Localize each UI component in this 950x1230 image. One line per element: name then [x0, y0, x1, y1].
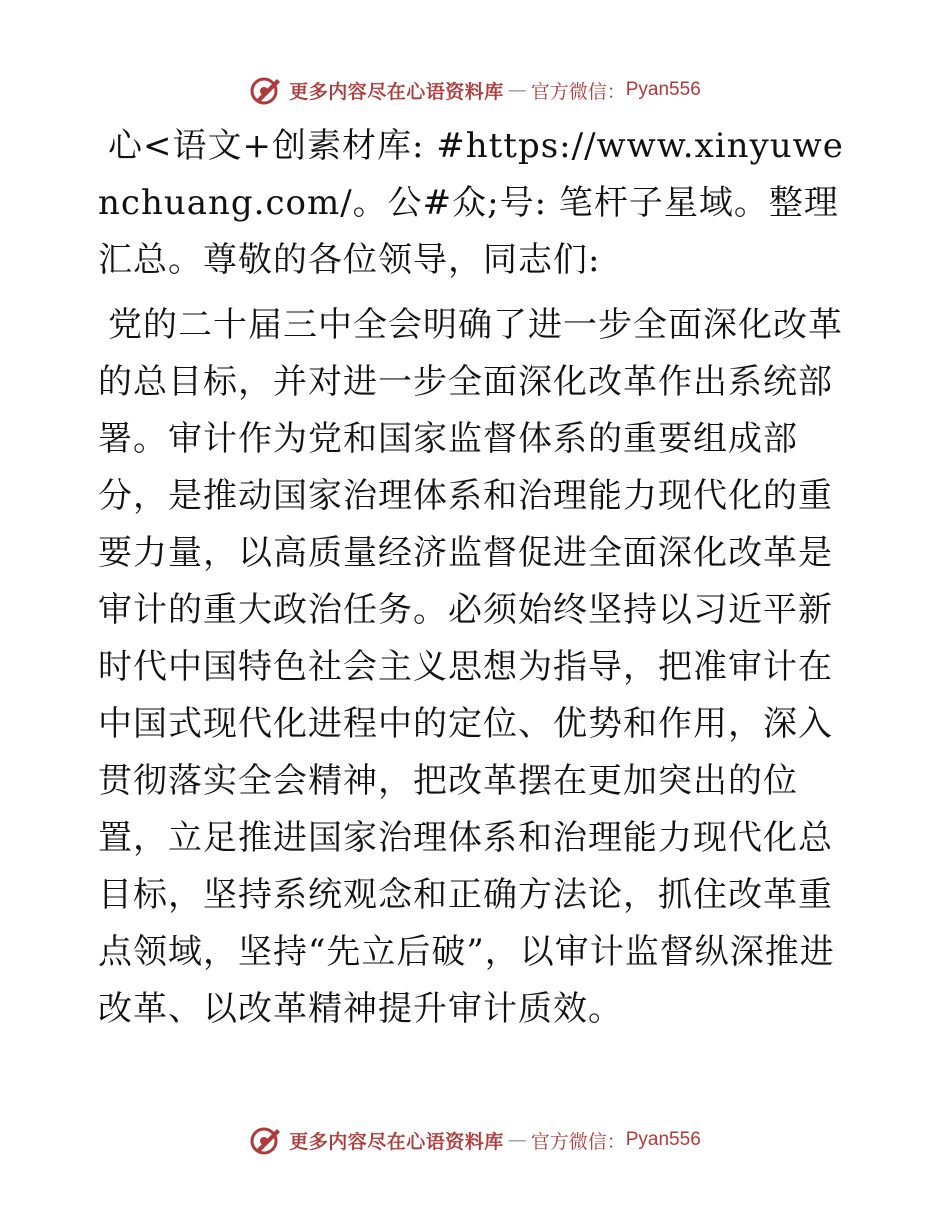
body-paragraph [98, 297, 858, 1038]
footer-wechat-id: Pyan556 [625, 1129, 701, 1150]
intro-paragraph [98, 118, 858, 289]
header-dash: — [507, 79, 527, 101]
footer-dash: — [507, 1129, 527, 1151]
header-banner [0, 70, 950, 110]
body-paragraph-text: 党的二十届三中全会明确了进一步全面深化改革的总目标，并对进一步全面深化改革作出系统部署。审计作为党和国家监督体系的重要组成部分，是推动国家治理体系和治理能力现代化的重要力量，以高质量经济监督促进全面深化改革是审计的重大政治任务。必须始终坚持以习近平新时代中国特色社会主义思想为指导，把准审计在中国式现代化进程中的定位、优势和作用，深入贯彻落实全会精神，把改革摆在更加突出的位置，立足推进国家治理体系和治理能力现代化总目标，坚持系统观念和正确方法论，抓住改革重点领域，坚持“先立后破”，以审计监督纵深推进改革、以改革精神提升审计质效。 [98, 305, 843, 1029]
header-wechat-id: Pyan556 [625, 79, 701, 100]
footer-brand-text: 更多内容尽在心语资料库 [289, 1130, 504, 1153]
header-brand-text: 更多内容尽在心语资料库 [289, 80, 504, 103]
pen-logo-icon [249, 73, 283, 107]
intro-paragraph-text: 心<语文+创素材库: #https://www.xinyuwenchuang.com/。公#众;号: 笔杆子星域。整理汇总。尊敬的各位领导，同志们: [98, 126, 844, 280]
footer-wechat-label: 官方微信： [530, 1130, 626, 1153]
footer-banner [0, 1120, 950, 1160]
pen-logo-icon [249, 1123, 283, 1157]
header-wechat-label: 官方微信： [530, 80, 626, 103]
document-body [98, 118, 858, 1038]
